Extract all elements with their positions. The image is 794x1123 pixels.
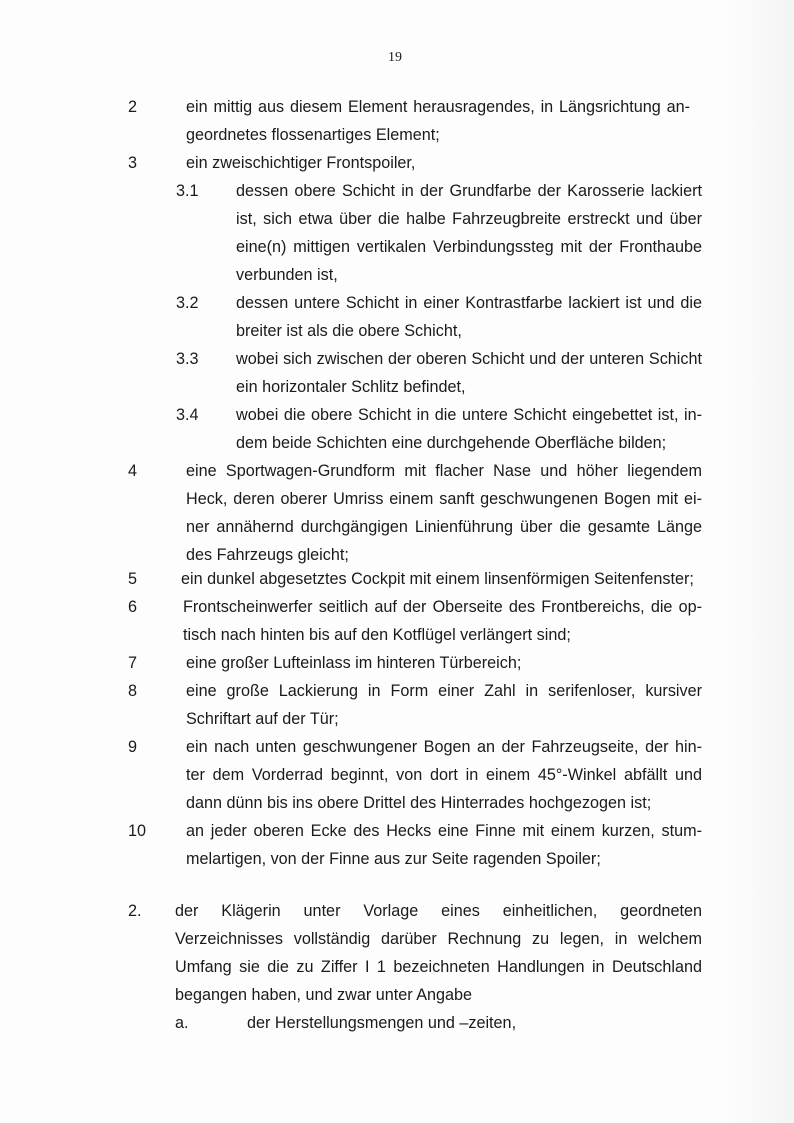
item-number: 5 [128,570,138,588]
item-number: 2 [128,98,138,116]
line: Umfang sie die zu Ziffer I 1 bezeichneten Handlungen in Deutschland [175,958,702,976]
item-number: 3.1 [176,182,199,200]
item-number: 3.4 [176,406,199,424]
list-item [236,401,702,457]
item-number: 7 [128,654,138,672]
line: Verzeichnisses vollständig darüber Rechnung zu legen, in welchem [175,930,702,948]
item-number: 8 [128,682,138,700]
line: eine Sportwagen-Grundform mit flacher Nase und höher liegendem [186,462,702,480]
list-item [186,733,702,817]
item-number: 10 [128,822,147,840]
list-item [186,457,702,569]
line: ein mittig aus diesem Element herausragendes, in Längsrichtung an- [186,98,690,116]
line: Frontscheinwerfer seitlich auf der Oberseite des Frontbereichs, die op- [183,598,702,616]
line: an jeder oberen Ecke des Hecks eine Finne mit einem kurzen, stum- [186,822,702,840]
line: Schriftart auf der Tür; [186,710,339,728]
line: verbunden ist, [236,266,338,284]
line: dann dünn bis ins obere Drittel des Hinterrades hochgezogen ist; [186,794,652,812]
line: ein horizontaler Schlitz befindet, [236,378,466,396]
line: wobei die obere Schicht in die untere Schicht eingebettet ist, in- [236,406,702,424]
list-item [236,345,702,401]
list-item [186,93,690,149]
sub-item-label: a. [175,1014,189,1032]
line: begangen haben, und zwar unter Angabe [175,986,473,1004]
line: wobei sich zwischen der oberen Schicht und der unteren Schicht [236,350,702,368]
item-number: 9 [128,738,138,756]
line: breiter ist als die obere Schicht, [236,322,462,340]
list-item [186,149,690,177]
list-item [183,593,702,649]
item-number: 4 [128,462,138,480]
line: ein zweischichtiger Frontspoiler, [186,154,416,172]
line: tisch nach hinten bis auf den Kotflügel verlängert sind; [183,626,571,644]
line: dessen untere Schicht in einer Kontrastfarbe lackiert ist und die [236,294,702,312]
line: eine große Lackierung in Form einer Zahl in serifenloser, kursiver [186,682,702,700]
line: eine großer Lufteinlass im hinteren Türbereich; [186,654,522,672]
item-number: 6 [128,598,138,616]
line: ist, sich etwa über die halbe Fahrzeugbreite erstreckt und über [236,210,702,228]
list-item [236,177,702,289]
list-item [181,565,701,593]
line: geordnetes flossenartiges Element; [186,126,440,144]
page-number: 19 [388,50,402,65]
section-number: 2. [128,902,142,920]
line: dem beide Schichten eine durchgehende Oberfläche bilden; [236,434,667,452]
scan-shadow [724,0,794,1123]
line: ein dunkel abgesetztes Cockpit mit einem linsenförmigen Seitenfenster; [181,570,694,588]
line: der Klägerin unter Vorlage eines einheitlichen, geordneten [175,902,702,920]
line: ein nach unten geschwungener Bogen an der Fahrzeugseite, der hin- [186,738,702,756]
list-item [186,649,702,677]
line: Heck, deren oberer Umriss einem sanft geschwungenen Bogen mit ei- [186,490,702,508]
line: eine(n) mittigen vertikalen Verbindungssteg mit der Fronthaube [236,238,702,256]
line: melartigen, von der Finne aus zur Seite ragenden Spoiler; [186,850,601,868]
item-number: 3.3 [176,350,199,368]
sub-item-text: der Herstellungsmengen und –zeiten, [247,1014,517,1032]
list-item [186,677,702,733]
line: dessen obere Schicht in der Grundfarbe der Karosserie lackiert [236,182,702,200]
line: des Fahrzeugs gleicht; [186,546,349,564]
line: ner annähernd durchgängigen Linienführung über die gesamte Länge [186,518,702,536]
item-number: 3.2 [176,294,199,312]
section-paragraph [175,897,702,1009]
item-number: 3 [128,154,138,172]
list-item [186,817,702,873]
list-item [236,289,702,345]
line: ter dem Vorderrad beginnt, von dort in einem 45°-Winkel abfällt und [186,766,702,784]
